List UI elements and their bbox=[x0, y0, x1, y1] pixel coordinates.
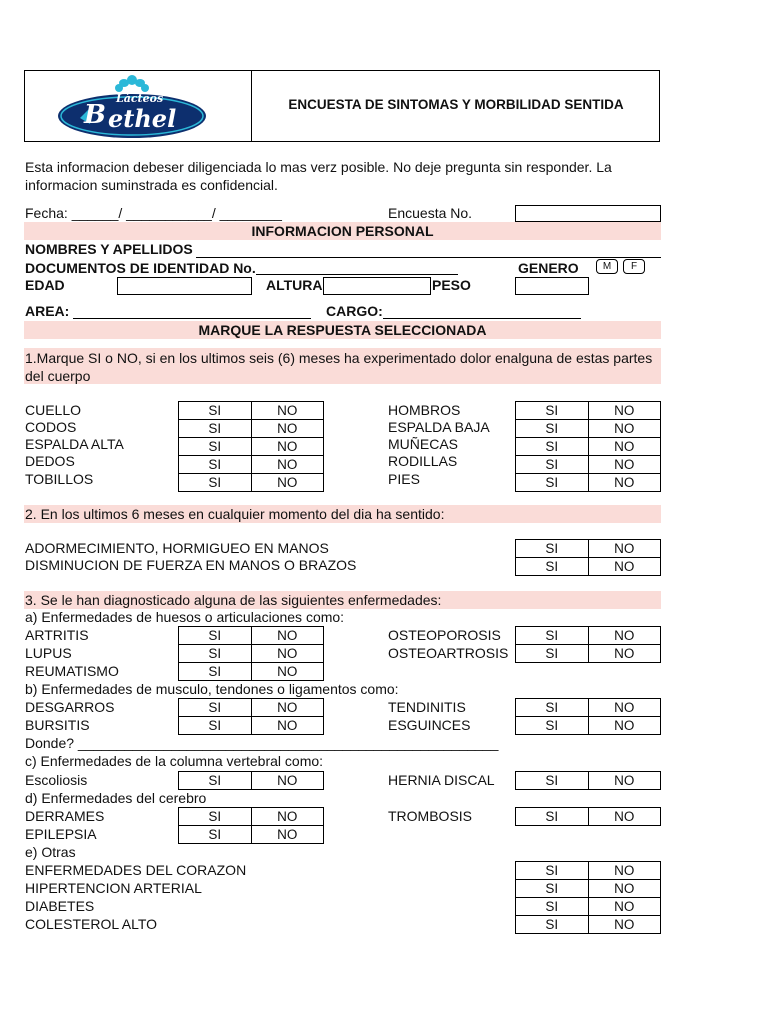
si-option[interactable]: SI bbox=[208, 421, 222, 436]
no-option[interactable]: NO bbox=[588, 916, 661, 933]
no-option[interactable]: NO bbox=[588, 645, 661, 662]
no-option[interactable]: NO bbox=[251, 772, 324, 789]
q1-left-answer-grid bbox=[178, 401, 324, 492]
edad-field[interactable] bbox=[117, 277, 252, 295]
q3d-item-epilepsia: EPILEPSIA bbox=[25, 826, 97, 842]
logo-initial: B bbox=[84, 100, 106, 130]
company-logo bbox=[56, 74, 208, 140]
q2-answer-grid bbox=[515, 539, 661, 576]
answer-row bbox=[179, 438, 323, 456]
q2-text: 2. En los ultimos 6 meses en cualquier momento del dia ha sentido: bbox=[25, 506, 445, 522]
no-option[interactable]: NO bbox=[588, 402, 661, 419]
q3b-item-tendinitis: TENDINITIS bbox=[388, 699, 466, 715]
answer-row bbox=[179, 717, 323, 734]
q2-item-disminucion: DISMINUCION DE FUERZA EN MANOS O BRAZOS bbox=[25, 557, 357, 573]
si-option[interactable]: SI bbox=[545, 700, 559, 715]
logo-small-text: Lácteos bbox=[116, 92, 164, 105]
q3-text: 3. Se le han diagnosticado alguna de las siguientes enfermedades: bbox=[25, 592, 442, 608]
q3e-item-colesterol: COLESTEROL ALTO bbox=[25, 916, 158, 932]
documentos-line[interactable] bbox=[256, 274, 458, 275]
q3a-title: a) Enfermedades de huesos o articulaciones como: bbox=[25, 609, 345, 625]
si-option[interactable]: SI bbox=[208, 439, 222, 454]
q3a-item-artritis: ARTRITIS bbox=[25, 627, 89, 643]
no-option[interactable]: NO bbox=[251, 717, 324, 734]
no-option[interactable]: NO bbox=[251, 474, 324, 491]
q3b-item-desgarros: DESGARROS bbox=[25, 699, 115, 715]
si-option[interactable]: SI bbox=[545, 646, 559, 661]
q3c-right-answer-grid bbox=[515, 771, 661, 790]
si-option[interactable]: SI bbox=[208, 773, 222, 788]
no-option[interactable]: NO bbox=[588, 808, 661, 825]
si-option[interactable]: SI bbox=[545, 457, 559, 472]
answer-row bbox=[516, 456, 660, 474]
no-option[interactable]: NO bbox=[251, 826, 324, 843]
answer-row bbox=[516, 862, 660, 880]
answer-row bbox=[516, 558, 660, 575]
q3e-item-hipertencion: HIPERTENCION ARTERIAL bbox=[25, 880, 202, 896]
si-option[interactable]: SI bbox=[545, 773, 559, 788]
peso-field[interactable] bbox=[515, 277, 589, 295]
si-option[interactable]: SI bbox=[208, 403, 222, 418]
q1-item-rodillas: RODILLAS bbox=[388, 453, 458, 469]
no-option[interactable]: NO bbox=[588, 772, 661, 789]
no-option[interactable]: NO bbox=[588, 627, 661, 644]
si-option[interactable]: SI bbox=[208, 475, 222, 490]
answer-row bbox=[516, 808, 660, 825]
answer-row bbox=[179, 772, 323, 789]
answer-row bbox=[516, 772, 660, 789]
q1-item-espalda-alta: ESPALDA ALTA bbox=[25, 436, 124, 452]
q3a-item-osteoartrosis: OSTEOARTROSIS bbox=[388, 645, 509, 661]
altura-label: ALTURA bbox=[266, 277, 323, 293]
q3b-right-answer-grid bbox=[515, 698, 661, 735]
q3e-item-corazon: ENFERMEDADES DEL CORAZON bbox=[25, 862, 247, 878]
q3e-item-diabetes: DIABETES bbox=[25, 898, 95, 914]
q1-right-answer-grid bbox=[515, 401, 661, 492]
no-option[interactable]: NO bbox=[251, 699, 324, 716]
genero-label: GENERO bbox=[518, 260, 579, 276]
fecha-label: Fecha: ______/ ___________/ ________ bbox=[25, 205, 282, 221]
q3a-left-answer-grid bbox=[178, 626, 324, 681]
q2-item-adormecimiento: ADORMECIMIENTO, HORMIGUEO EN MANOS bbox=[25, 540, 329, 556]
answer-row bbox=[179, 474, 323, 491]
answer-row bbox=[179, 402, 323, 420]
answer-row bbox=[516, 402, 660, 420]
no-option[interactable]: NO bbox=[588, 558, 661, 575]
no-option[interactable]: NO bbox=[588, 717, 661, 734]
answer-row bbox=[179, 699, 323, 717]
no-option[interactable]: NO bbox=[251, 645, 324, 662]
area-line[interactable] bbox=[73, 318, 311, 319]
no-option[interactable]: NO bbox=[251, 808, 324, 825]
q3c-left-answer-grid bbox=[178, 771, 324, 790]
si-option[interactable]: SI bbox=[208, 700, 222, 715]
si-option[interactable]: SI bbox=[545, 863, 559, 878]
si-option[interactable]: SI bbox=[545, 881, 559, 896]
nombres-line[interactable] bbox=[196, 257, 661, 258]
si-option[interactable]: SI bbox=[545, 559, 559, 574]
q3a-item-lupus: LUPUS bbox=[25, 645, 72, 661]
no-option[interactable]: NO bbox=[588, 880, 661, 897]
q3e-title: e) Otras bbox=[25, 844, 76, 860]
no-option[interactable]: NO bbox=[251, 627, 324, 644]
answer-row bbox=[516, 916, 660, 933]
page-title: ENCUESTA DE SINTOMAS Y MORBILIDAD SENTIDA bbox=[288, 97, 624, 112]
q3a-right-answer-grid bbox=[515, 626, 661, 663]
q3e-answer-grid bbox=[515, 861, 661, 934]
answer-row bbox=[516, 880, 660, 898]
cargo-label: CARGO: bbox=[326, 303, 383, 319]
answer-row bbox=[516, 717, 660, 734]
peso-label: PESO bbox=[432, 277, 471, 293]
q1-item-dedos: DEDOS bbox=[25, 453, 75, 469]
q3b-title: b) Enfermedades de musculo, tendones o ligamentos como: bbox=[25, 681, 399, 697]
q2-underline bbox=[515, 575, 661, 576]
si-option[interactable]: SI bbox=[545, 439, 559, 454]
si-option[interactable]: SI bbox=[208, 718, 222, 733]
answer-row bbox=[516, 420, 660, 438]
q1-item-hombros: HOMBROS bbox=[388, 402, 461, 418]
answer-row bbox=[179, 826, 323, 843]
encuesta-label: Encuesta No. bbox=[388, 205, 473, 221]
si-option[interactable]: SI bbox=[208, 827, 222, 842]
si-option[interactable]: SI bbox=[208, 664, 222, 679]
no-option[interactable]: NO bbox=[251, 663, 324, 680]
edad-label: EDAD bbox=[25, 277, 65, 293]
answer-row bbox=[516, 898, 660, 916]
si-option[interactable]: SI bbox=[545, 809, 559, 824]
nombres-label: NOMBRES Y APELLIDOS bbox=[25, 241, 193, 257]
si-option[interactable]: SI bbox=[545, 899, 559, 914]
q1-item-codos: CODOS bbox=[25, 419, 77, 435]
altura-field[interactable] bbox=[323, 277, 431, 295]
section-marque-title: MARQUE LA RESPUESTA SELECCIONADA bbox=[198, 322, 487, 338]
answer-row bbox=[516, 645, 660, 662]
no-option[interactable]: NO bbox=[588, 898, 661, 915]
answer-row bbox=[179, 420, 323, 438]
intro-line-2: informacion suminstrada es confidencial. bbox=[25, 177, 278, 193]
q3b-left-answer-grid bbox=[178, 698, 324, 735]
q3d-item-trombosis: TROMBOSIS bbox=[388, 808, 473, 824]
no-option[interactable]: NO bbox=[588, 474, 661, 491]
encuesta-number-field[interactable] bbox=[515, 205, 661, 222]
answer-row bbox=[516, 438, 660, 456]
q1-item-cuello: CUELLO bbox=[25, 402, 82, 418]
logo-big-text: ethel bbox=[108, 104, 177, 133]
q3a-item-reumatismo: REUMATISMO bbox=[25, 663, 119, 679]
si-option[interactable]: SI bbox=[545, 628, 559, 643]
documentos-label: DOCUMENTOS DE IDENTIDAD No. bbox=[25, 260, 256, 276]
si-option[interactable]: SI bbox=[208, 628, 222, 643]
si-option[interactable]: SI bbox=[545, 475, 559, 490]
q3b-item-bursitis: BURSITIS bbox=[25, 717, 90, 733]
q3a-item-osteoporosis: OSTEOPOROSIS bbox=[388, 627, 501, 643]
no-option[interactable]: NO bbox=[588, 699, 661, 716]
q3c-item-escoliosis: Escoliosis bbox=[25, 772, 88, 788]
answer-row bbox=[179, 808, 323, 826]
q1-item-pies: PIES bbox=[388, 471, 420, 487]
si-option[interactable]: SI bbox=[545, 541, 559, 556]
section-personal-title: INFORMACION PERSONAL bbox=[251, 223, 434, 239]
q3d-left-answer-grid bbox=[178, 807, 324, 844]
answer-row bbox=[516, 474, 660, 491]
si-option[interactable]: SI bbox=[208, 457, 222, 472]
si-option[interactable]: SI bbox=[545, 421, 559, 436]
no-option[interactable]: NO bbox=[251, 438, 324, 455]
no-option[interactable]: NO bbox=[588, 420, 661, 437]
no-option[interactable]: NO bbox=[588, 438, 661, 455]
answer-row bbox=[516, 627, 660, 645]
q3b-donde-field[interactable]: Donde? ______________________________________________________ bbox=[25, 735, 499, 751]
no-option[interactable]: NO bbox=[251, 402, 324, 419]
q3d-title: d) Enfermedades del cerebro bbox=[25, 790, 207, 806]
cargo-line[interactable] bbox=[383, 318, 581, 319]
q1-text-line-1: 1.Marque SI o NO, si en los ultimos seis (6) meses ha experimentado dolor enalguna de estas partes bbox=[25, 350, 653, 366]
q3c-item-hernia-discal: HERNIA DISCAL bbox=[388, 772, 495, 788]
q3d-right-answer-grid bbox=[515, 807, 661, 826]
no-option[interactable]: NO bbox=[588, 540, 661, 557]
si-option[interactable]: SI bbox=[208, 809, 222, 824]
si-option[interactable]: SI bbox=[545, 403, 559, 418]
answer-row bbox=[516, 540, 660, 558]
q1-item-munecas: MUÑECAS bbox=[388, 436, 459, 452]
answer-row bbox=[179, 627, 323, 645]
intro-line-1: Esta informacion debeser diligenciada lo mas verz posible. No deje pregunta sin responder. La bbox=[25, 159, 612, 175]
answer-row bbox=[179, 456, 323, 474]
q3b-item-esguinces: ESGUINCES bbox=[388, 717, 471, 733]
no-option[interactable]: NO bbox=[588, 456, 661, 473]
si-option[interactable]: SI bbox=[545, 917, 559, 932]
q1-item-tobillos: TOBILLOS bbox=[25, 471, 94, 487]
answer-row bbox=[516, 699, 660, 717]
q3c-title: c) Enfermedades de la columna vertebral como: bbox=[25, 753, 324, 769]
no-option[interactable]: NO bbox=[251, 456, 324, 473]
q1-item-espalda-baja: ESPALDA BAJA bbox=[388, 419, 490, 435]
no-option[interactable]: NO bbox=[588, 862, 661, 879]
genero-m-option[interactable]: M bbox=[596, 259, 618, 274]
si-option[interactable]: SI bbox=[208, 646, 222, 661]
no-option[interactable]: NO bbox=[251, 420, 324, 437]
si-option[interactable]: SI bbox=[545, 718, 559, 733]
answer-row bbox=[179, 663, 323, 680]
area-label: AREA: bbox=[25, 303, 70, 319]
genero-f-option[interactable]: F bbox=[623, 259, 645, 274]
answer-row bbox=[179, 645, 323, 663]
q3d-item-derrames: DERRAMES bbox=[25, 808, 105, 824]
q1-text-line-2: del cuerpo bbox=[25, 368, 91, 384]
